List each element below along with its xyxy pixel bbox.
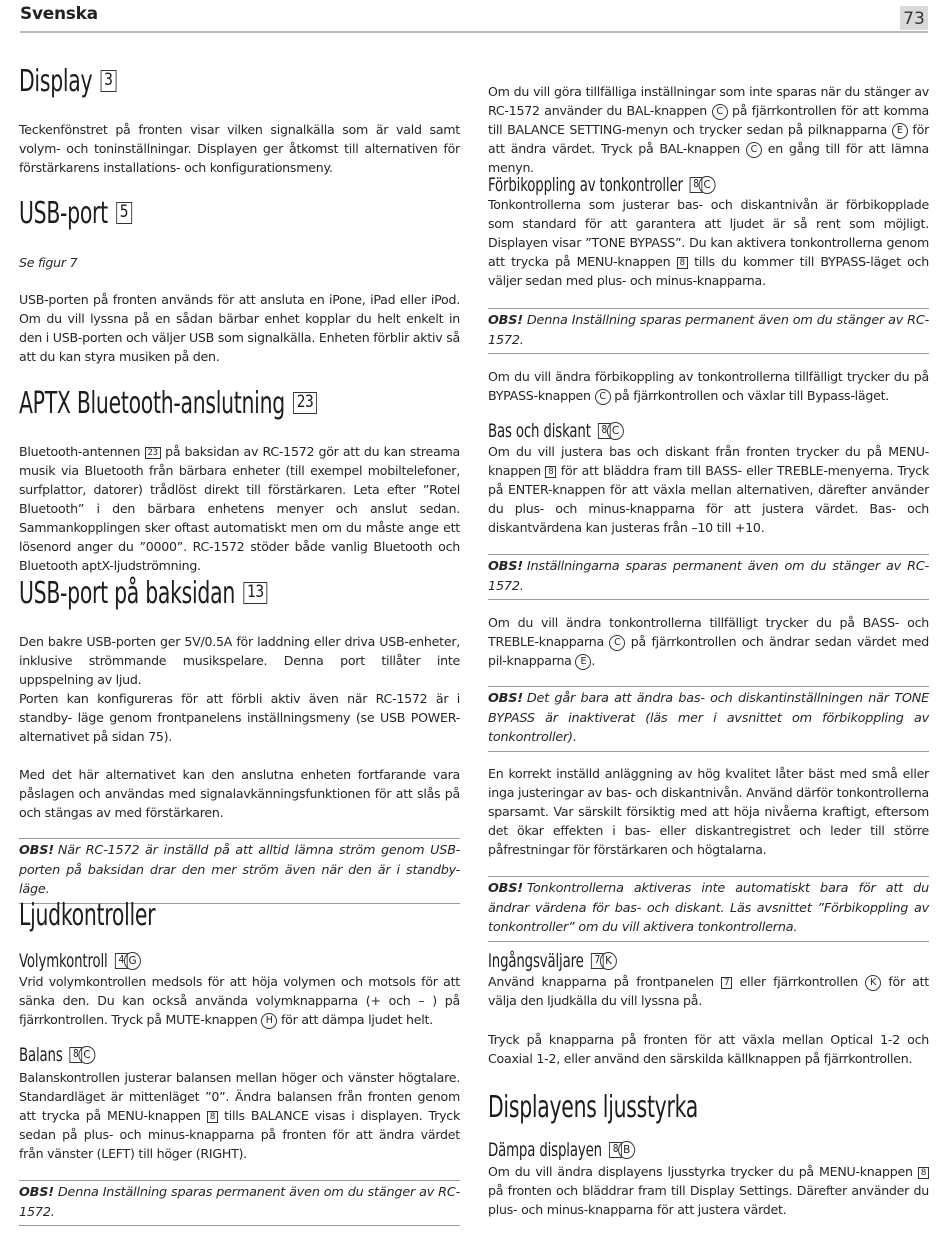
obs-text: Det går bara att ändra bas- och diskantinställningen när TONE BYPASS är inaktiverat (läs mer i avsnittet om förbikoppling av tonkontroller). (488, 691, 929, 745)
ref-box: 3 (100, 70, 116, 92)
remote-key-icon: B (618, 1141, 635, 1159)
obs-label: OBS! (488, 313, 523, 328)
ref-box: 13 (243, 582, 267, 604)
obs-text: Denna Inställning sparas permanent även om du stänger av RC-1572. (488, 313, 929, 348)
paragraph-input: Använd knapparna på frontpanelen 7 eller fjärrkontrollen K för att välja den ljudkälla du vill lyssna på. (488, 974, 929, 1008)
obs-note-balans (19, 1180, 460, 1226)
remote-key-icon: K (600, 952, 617, 970)
paragraph-display: Teckenfönstret på fronten visar vilken signalkälla som är vald samt volym- och toninställningar. Displayen ger åtkomst till alternativen för förstärkarens installations- och konfigurationsmeny. (19, 122, 460, 175)
header-rule (20, 31, 928, 33)
ref-box: 7 (721, 977, 732, 989)
heading-usb-port (19, 196, 128, 231)
paragraph-aptx: Bluetooth-antennen 23 på baksidan av RC-1572 gör att du kan streama musik via Bluetooth från bärbara enheter (till exempel mobiltelefoner, surfplattor, datorer) trådlöst direkt till förstärkaren. Leta efter ”Rotel Bluetooth” i den bärbara enhetens menyer och anslut sedan. Sammankopplingen sker oftast automatiskt men om du måste ange ett lösenord anger du ”0000”. RC-1572 stöder både vanlig Bluetooth och Bluetooth aptX-ljudströmning. (19, 444, 461, 573)
remote-key-icon: C (746, 142, 762, 158)
remote-key-icon: E (575, 654, 591, 670)
paragraph-input-2: Tryck på knapparna på fronten för att växla mellan Optical 1-2 och Coaxial 1-2, eller använd den särskilda källknappen på fjärrkontrollen. (488, 1032, 929, 1066)
heading-ingangsvaljare (488, 950, 615, 972)
heading-text: USB-port (19, 196, 108, 231)
paragraph-bas-advice: En korrekt inställd anläggning av hög kvalitet låter bäst med små eller inga justeringar av bas- och diskantnivån. Använd därför tonkontrollerna sparsamt. Var särskilt försiktig med att höja nivåerna kraftigt, eftersom det ökar effekten i bas- eller diskantregistret och leder till större påfrestningar för förstärkaren och högtalarna. (488, 766, 929, 857)
heading-display-brightness (488, 1090, 698, 1125)
paragraph-usb-port: USB-porten på fronten används för att ansluta en iPone, iPad eller iPod. Om du vill lyssna på en sådan bärbar enhet kopplar du helt enkelt in den i USB-porten och väljer USB som signalkälla. Enheten förblir aktiv så att du kan styra musiken på den. (19, 292, 460, 364)
obs-label: OBS! (19, 1185, 54, 1200)
ref-box: 8 (690, 177, 703, 192)
paragraph-usb-rear-2: Porten kan konfigureras för att förbli aktiv även när RC-1572 är i standby- läge genom frontpanelens inställningsmeny (se USB POWER-alternativet på sidan 75). (19, 691, 460, 744)
obs-label: OBS! (488, 559, 523, 574)
obs-text: Denna Inställning sparas permanent även om du stänger av RC-1572. (19, 1185, 460, 1220)
ref-box: 4 (115, 953, 128, 968)
obs-label: OBS! (488, 691, 523, 706)
heading-bas-diskant (488, 420, 622, 442)
ref-box: 8 (677, 257, 688, 269)
ref-box: 7 (591, 953, 604, 968)
heading-text: Volymkontroll (19, 950, 108, 972)
remote-key-icon: C (79, 1046, 96, 1064)
remote-key-icon: C (595, 389, 611, 405)
ref-box: 23 (145, 447, 161, 459)
heading-text: APTX Bluetooth-anslutning (19, 386, 285, 421)
obs-label: OBS! (488, 881, 523, 896)
ref-box: 8 (609, 1142, 622, 1157)
ref-box: 8 (545, 466, 556, 478)
obs-note-bypass (488, 308, 929, 354)
obs-text: När RC-1572 är inställd på att alltid lämna ström genom USB-porten på baksidan drar den mer ström även när den är i standby-läge. (19, 843, 460, 897)
heading-display (19, 64, 112, 99)
heading-balans (19, 1044, 94, 1066)
remote-key-icon: C (712, 104, 728, 120)
remote-key-icon: C (699, 176, 716, 194)
heading-text: Balans (19, 1044, 63, 1066)
language-label: Svenska (20, 4, 98, 24)
heading-dampa-displayen (488, 1139, 633, 1161)
page-header (20, 0, 928, 34)
remote-key-icon: E (892, 123, 908, 139)
heading-volymkontroll (19, 950, 138, 972)
paragraph-bypass: Tonkontrollerna som justerar bas- och diskantnivån är förbikopplade som standard för att garantera att ljudet är så rent som möjligt. Displayen visar ”TONE BYPASS”. Du kan aktivera tonkontrollerna genom att trycka på MENU-knappen 8 tills du kommer till BYPASS-läget och väljer sedan med plus- och minus-knapparna. (488, 197, 929, 288)
paragraph-bypass-remote: Om du vill ändra förbikoppling av tonkontrollerna tillfälligt trycker du på BYPASS-knappen C på fjärrkontrollen och växlar till Bypass-läget. (488, 369, 929, 403)
page-number: 73 (900, 6, 928, 30)
paragraph-dim: Om du vill ändra displayens ljusstyrka trycker du på MENU-knappen 8 på fronten och bläddrar fram till Display Settings. Därefter använder du plus- och minus-knapparna för att justera värdet. (488, 1164, 929, 1217)
ref-box: 8 (598, 423, 611, 438)
obs-note-bas-1 (488, 554, 929, 600)
heading-text: Ljudkontroller (19, 898, 156, 933)
ref-box: 8 (918, 1167, 929, 1179)
remote-key-icon: K (865, 975, 881, 991)
paragraph-bas-remote: Om du vill ändra tonkontrollerna tillfälligt trycker du på BASS- och TREBLE-knapparna C på fjärrkontrollen och ändrar sedan värdet med pil-knapparna E . (488, 615, 929, 668)
obs-note-usb (19, 838, 460, 904)
heading-bypass (488, 174, 714, 196)
paragraph-usb-rear-3: Med det här alternativet kan den anslutna enheten fortfarande vara påslagen och användas med signalavkänningsfunktionen för att slås på och stängas av med förstärkaren. (19, 767, 460, 820)
remote-key-icon: C (607, 422, 624, 440)
heading-text: USB-port på baksidan (19, 576, 235, 611)
ref-box: 8 (70, 1047, 83, 1062)
obs-text: Tonkontrollerna aktiveras inte automatiskt bara för att du ändrar värdena för bas- och diskant. Läs avsnittet ”Förbikoppling av tonkontroller” om du vill aktivera tonkontrollerna. (488, 881, 929, 935)
paragraph-bas-diskant: Om du vill justera bas och diskant från fronten trycker du på MENU- knappen 8 för att bläddra fram till BASS- eller TREBLE-menyerna. Tryck på ENTER-knappen för att växla mellan alternativen, därefter använder du plus- och minus-knapparna för att justera värdet. Bas- och diskantvärdena kan justeras från –10 till +10. (488, 444, 929, 535)
obs-note-bas-2 (488, 686, 929, 752)
heading-aptx (19, 386, 314, 421)
obs-label: OBS! (19, 843, 54, 858)
remote-key-icon: H (261, 1013, 277, 1029)
heading-text: Display (19, 64, 93, 99)
heading-ljudkontroller (19, 898, 155, 933)
ref-box: 8 (207, 1111, 218, 1123)
paragraph-balans: Balanskontrollen justerar balansen mellan höger och vänster högtalare. Standardläget är mittenläget ”0”. Ändra balansen från fronten genom att trycka på MENU-knappen 8 tills BALANCE visas i displayen. Tryck sedan på plus- och minus-knapparna på fronten för att ändra värdet från vänster (LEFT) till höger (RIGHT). (19, 1070, 460, 1161)
paragraph-usb-rear-1: Den bakre USB-porten ger 5V/0.5A för laddning eller driva USB-enheter, inklusive strömmande musikspelare. Denna port tillåter inte uppspelning av ljud. (19, 634, 460, 687)
heading-text: Ingångsväljare (488, 950, 584, 972)
ref-box: 5 (116, 202, 132, 224)
paragraph-volym: Vrid volymkontrollen medsols för att höja volymen och motsols för att sänka den. Du kan också använda volymknapparna (+ och – ) på fjärrkontrollen. Tryck på MUTE-knappen H för att dämpa ljudet helt. (19, 974, 460, 1027)
heading-usb-rear (19, 576, 262, 611)
ref-box: 23 (293, 392, 317, 414)
obs-text: Inställningarna sparas permanent även om du stänger av RC-1572. (488, 559, 929, 594)
obs-note-bas-3 (488, 876, 929, 942)
heading-text: Dämpa displayen (488, 1139, 602, 1161)
remote-key-icon: G (124, 952, 141, 970)
heading-text: Bas och diskant (488, 420, 591, 442)
see-figure-note: Se figur 7 (19, 255, 78, 270)
heading-text: Förbikoppling av tonkontroller (488, 174, 683, 196)
heading-text: Displayens ljusstyrka (488, 1090, 699, 1125)
remote-key-icon: C (609, 635, 625, 651)
paragraph-bal-remote: Om du vill göra tillfälliga inställningar som inte sparas när du stänger av RC-1572 använder du BAL-knappen C på fjärrkontrollen för att komma till BALANCE SETTING-menyn och trycker sedan på pilknapparna E för att ändra värdet. Tryck på BAL-knappen C en gång till för att lämna menyn. (488, 84, 929, 175)
